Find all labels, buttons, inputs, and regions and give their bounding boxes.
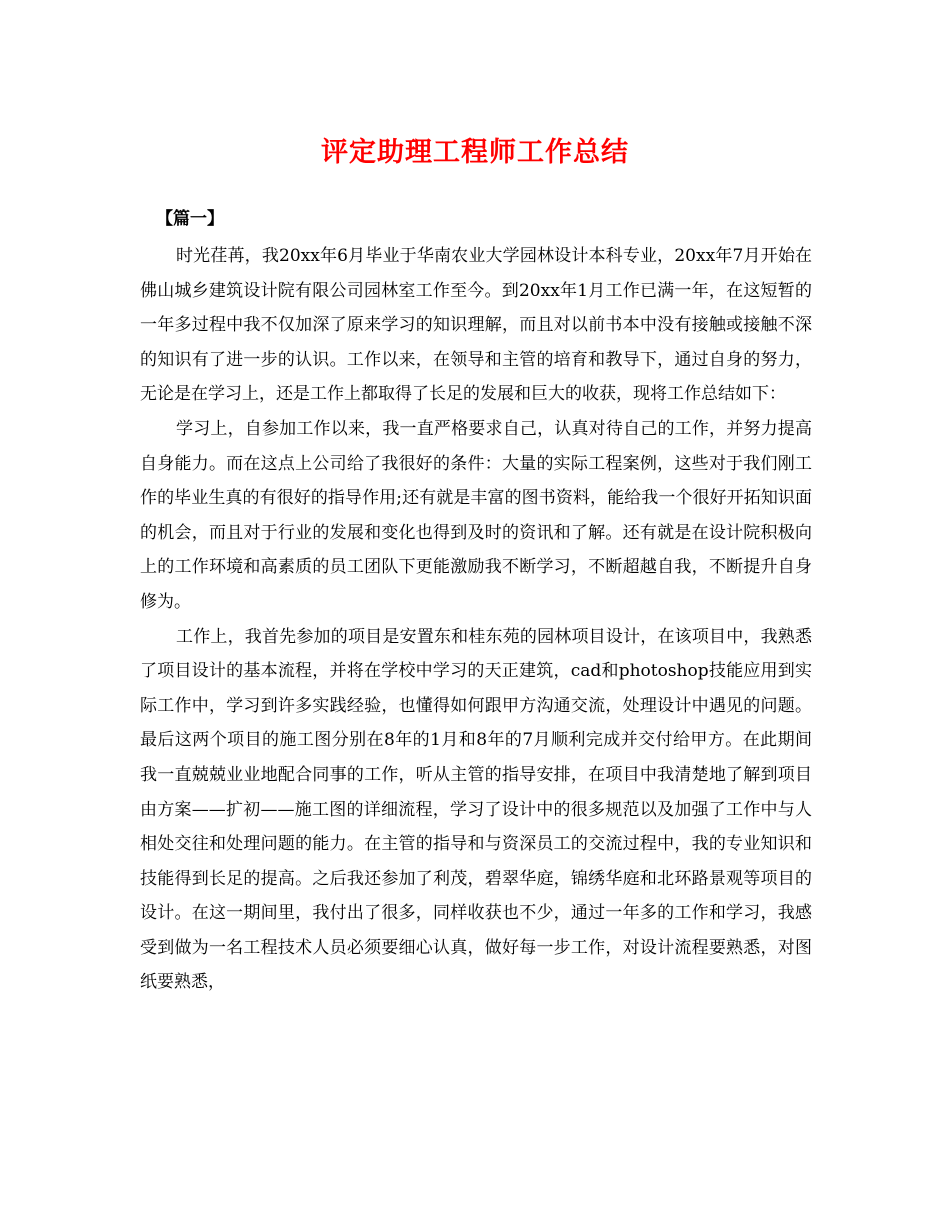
paragraph-3: 工作上，我首先参加的项目是安置东和桂东苑的园林项目设计，在该项目中，我熟悉了项目设计的基本流程，并将在学校中学习的天正建筑，cad和photoshop技能应用到实际工作中，学习到许多实践经验，也懂得如何跟甲方沟通交流，处理设计中遇见的问题。最后这两个项目的施工图分别在8年的1月和8年的7月顺利完成并交付给甲方。在此期间我一直兢兢业业地配合同事的工作，听从主管的指导安排，在项目中我清楚地了解到项目由方案——扩初——施工图的详细流程，学习了设计中的很多规范以及加强了工作中与人相处交往和处理问题的能力。在主管的指导和与资深员工的交流过程中，我的专业知识和技能得到长足的提高。之后我还参加了利茂，碧翠华庭，锦绣华庭和北环路景观等项目的设计。在这一期间里，我付出了很多，同样收获也不少，通过一年多的工作和学习，我感受到做为一名工程技术人员必须要细心认真，做好每一步工作，对设计流程要熟悉，对图纸要熟悉，	[140, 626, 812, 993]
document-body	[140, 239, 812, 1000]
section-label: 【篇一】	[156, 209, 224, 229]
paragraph-2: 学习上，自参加工作以来，我一直严格要求自己，认真对待自己的工作，并努力提高自身能力。而在这点上公司给了我很好的条件：大量的实际工程案例，这些对于我们刚工作的毕业生真的有很好的指导作用;还有就是丰富的图书资料，能给我一个很好开拓知识面的机会，而且对于行业的发展和变化也得到及时的资讯和了解。还有就是在设计院积极向上的工作环境和高素质的员工团队下更能激励我不断学习，不断超越自我，不断提升自身修为。	[140, 418, 812, 612]
paragraph-1: 时光荏苒，我20xx年6月毕业于华南农业大学园林设计本科专业，20xx年7月开始在佛山城乡建筑设计院有限公司园林室工作至今。到20xx年1月工作已满一年，在这短暂的一年多过程中我不仅加深了原来学习的知识理解，而且对以前书本中没有接触或接触不深的知识有了进一步的认识。工作以来，在领导和主管的培育和教导下，通过自身的努力，无论是在学习上，还是工作上都取得了长足的发展和巨大的收获，现将工作总结如下：	[140, 246, 812, 405]
document-title: 评定助理工程师工作总结	[321, 137, 629, 168]
